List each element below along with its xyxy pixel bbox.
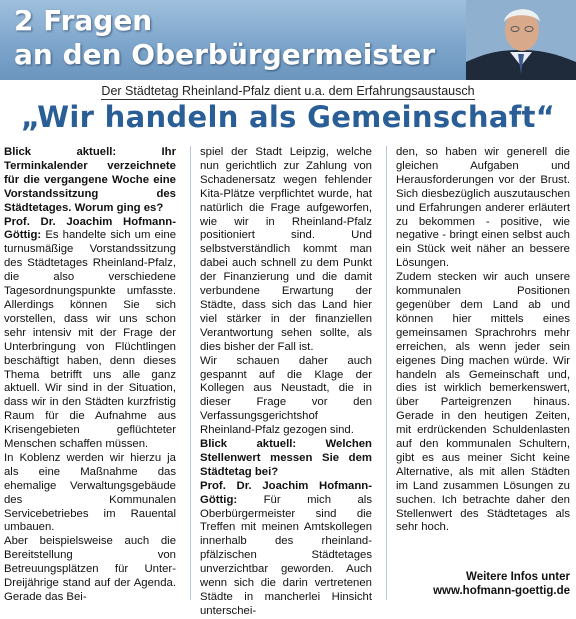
speaker-name: Prof. Dr. Joachim Hofmann-Göttig: — [4, 215, 176, 242]
subtitle-text: Der Städtetag Rheinland-Pfalz dient u.a. dem Erfahrungsaustausch — [101, 84, 475, 98]
answer-1-paragraph-3-start: Aber beispielsweise auch die Bereitstellung von Betreuungsplätzen für Unter-Dreijährige stand auf der Agenda. Gerade das Bei- — [4, 535, 176, 603]
portrait-photo-icon — [466, 0, 576, 80]
answer-1-paragraph-1 — [4, 216, 176, 452]
column-3 — [396, 146, 570, 535]
answer-1-paragraph-3-continued: spiel der Stadt Leipzig, welche nun gerichtlich zur Zahlung von Schadenersatz wegen fehlender Kita-Plätze verpflichtet wurde, hat natürlich die Frage aufgeworfen, wie wir in Rheinland-Pfalz positioniert sind. Und selbstverständlich kommt man dabei auch schnell zu dem Punkt der Finanzierung und die damit verbundene Erwartung der Städte, dass sich das Land hier viel stärker in der finanziellen Verantwortung sehen sollte, als dies bisher der Fall ist. — [200, 146, 372, 353]
answer-text: Es handelte sich um eine turnusmäßige Vorstandssitzung des Städtetages Rheinland-Pfalz, die also verschiedene Tagesordnungspunkte umfasste. Allerdings können Sie sich vorstellen, dass wir uns schon sehr intensiv mit der Frage der Unterbringung von Flüchtlingen beschäftigt haben, denn dieses Thema betrifft uns alle ganz aktuell. Wir sind in der Situation, dass wir in den Städten kurzfristig Raum für die Aufnahme aus Krisengebieten geflüchteter Menschen schaffen müssen. — [4, 229, 176, 451]
subtitle — [0, 84, 576, 98]
speaker-name: Prof. Dr. Joachim Hofmann-Göttig: — [200, 479, 372, 506]
banner-title-line2: an den Oberbürgermeister — [14, 38, 436, 71]
answer-1-paragraph-4: Wir schauen daher auch gespannt auf die Klage der Kollegen aus Neustadt, die in dieser Frage vor den Verfassungsgerichtshof Rheinland-Pfalz gezogen sind. — [200, 354, 372, 437]
more-info-link[interactable]: www.hofmann-goettig.de — [433, 585, 570, 597]
more-info-label: Weitere Infos unter — [466, 571, 570, 583]
question-1: Blick aktuell: Ihr Terminkalender verzeichnete für die vergangene Woche eine Vorstandssitzung des Städtetages. Worum ging es? — [4, 146, 176, 214]
question-2: Blick aktuell: Welchen Stellenwert messen Sie dem Städtetag bei? — [200, 438, 372, 478]
answer-2-paragraph-2: Zudem stecken wir auch unsere kommunalen Positionen gegenüber dem Land ab und können hier mittels eines gemeinsamen Sprachrohrs mehr erreichen, als wenn jeder sein eigenes Ding machen würde. Wir handeln als Gemeinschaft und, dies ist wirklich bemerkenswert, über Parteigrenzen hinaus. Gerade in den heutigen Zeiten, mit erdrückenden Schuldenlasten auf den kommunalen Schultern, gibt es aus meiner Sicht keine Alternative, als mit allen Städten im Land zusammen Lösungen zu suchen. Ich betrachte daher den Stellenwert des Städtetages als sehr hoch. — [396, 271, 570, 534]
more-info — [396, 570, 570, 598]
answer-2-paragraph-1-continued: den, so haben wir generell die gleichen Aufgaben und Herausforderungen vor der Brust. Sich diesbezüglich auszutauschen und Erfahrungen anderer erläutert zu bekommen - positive, wie negative - bringt einen selbst auch ein Stück weit näher an bessere Lösungen. — [396, 146, 570, 270]
answer-1-paragraph-2: In Koblenz werden wir hierzu ja als eine Maßnahme das ehemalige Verwaltungsgebäude des Kommunalen Servicebetriebes im Rauental umbauen. — [4, 451, 176, 534]
answer-2-paragraph-1-start: Prof. Dr. Joachim Hofmann-Göttig: Für mich als Oberbürgermeister sind die Treffen mit meinen Amtskollegen innerhalb des rheinland-pfälzischen Städtetages unverzichtbar geworden. Auch wenn sich die darin vertretenen Städte in mancherlei Hinsicht unterschei- — [200, 479, 372, 617]
banner-title-line1: 2 Fragen — [14, 4, 153, 37]
header-banner — [0, 0, 576, 80]
column-divider — [190, 146, 191, 600]
column-divider — [386, 146, 387, 600]
banner-title — [14, 4, 435, 72]
column-2 — [200, 146, 372, 619]
headline: „Wir handeln als Gemeinschaft“ — [20, 100, 556, 134]
column-1 — [4, 146, 176, 605]
